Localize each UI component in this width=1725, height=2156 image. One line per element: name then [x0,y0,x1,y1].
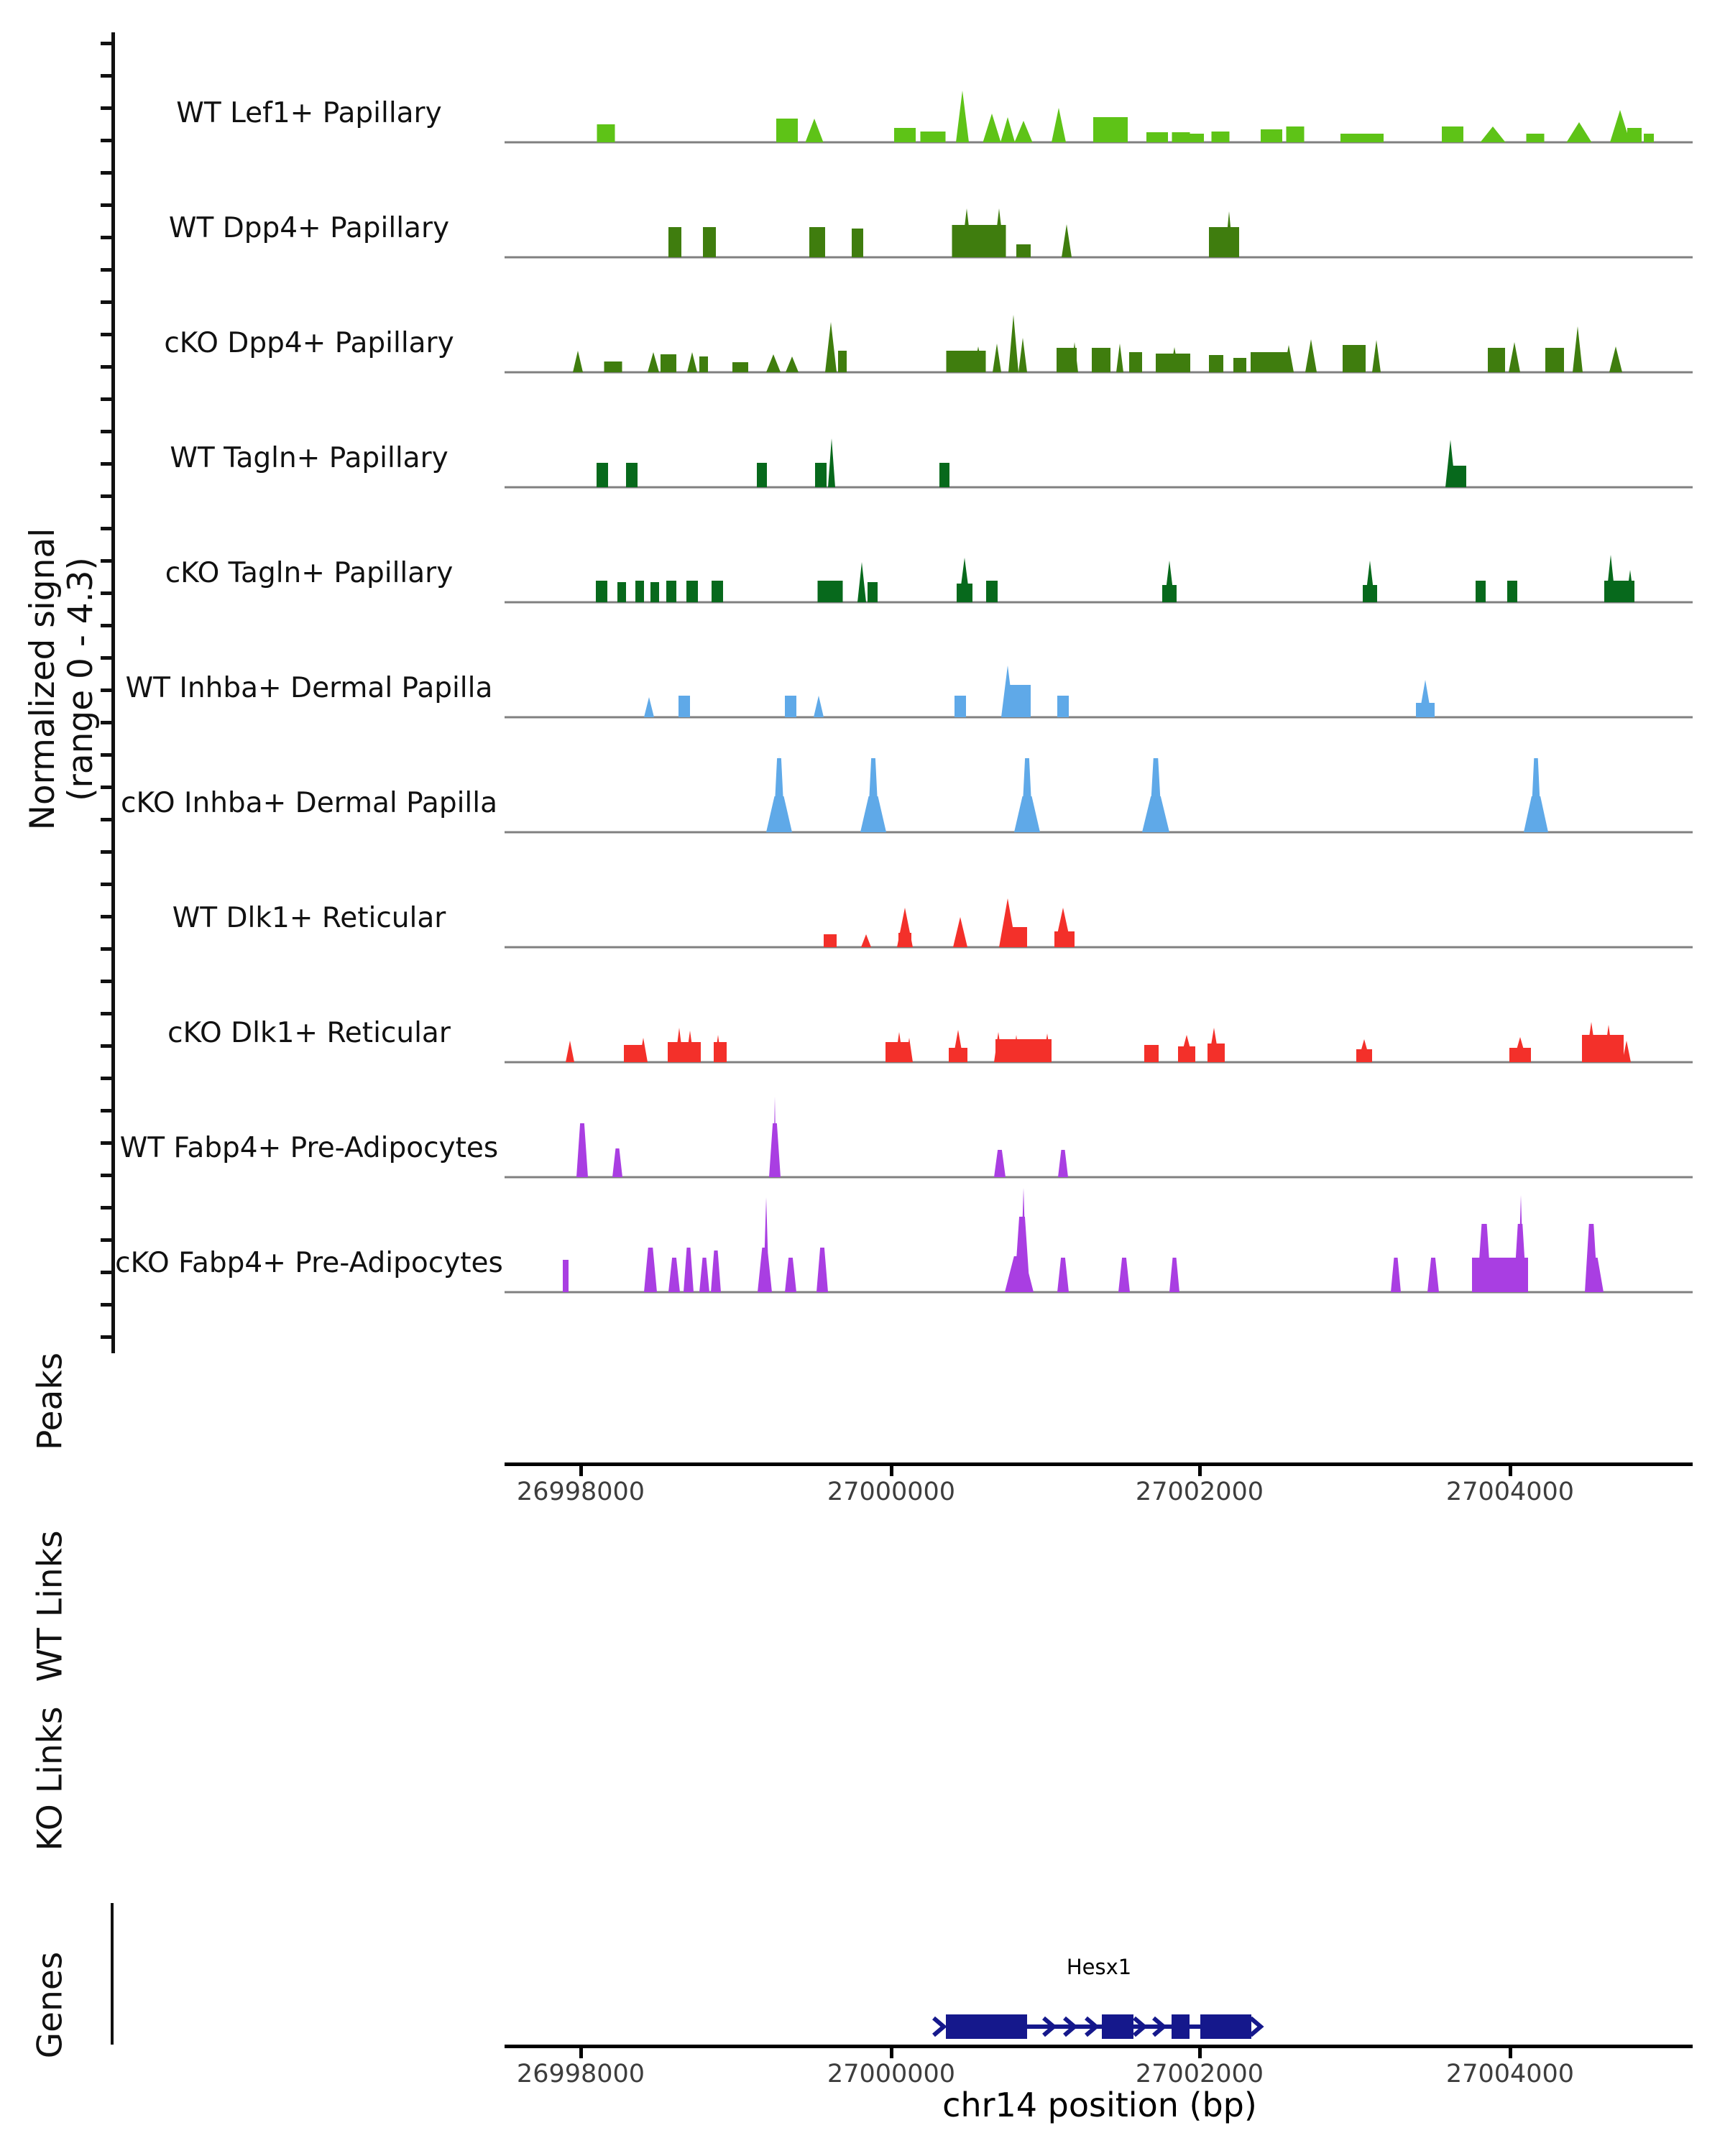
track-signal [505,266,1693,374]
section-label-genes: Genes [30,1951,70,2059]
axis-tick-label: 27002000 [1135,1478,1264,1506]
signal-axis-label [24,528,100,831]
track-label: WT Fabp4+ Pre-Adipocytes [119,1132,499,1164]
signal-peaks [573,315,1622,372]
signal-peaks [596,555,1634,602]
strand-arrow-icon [934,2018,944,2035]
axis-tick-label: 27000000 [827,1478,956,1506]
axis-tick-label: 27004000 [1445,2060,1575,2088]
section-label-ko-links: KO Links [30,1706,70,1851]
signal-peaks [576,1097,1068,1177]
strand-arrow-icon [1251,2018,1261,2035]
exon-rect [1102,2014,1133,2039]
track-baseline [505,946,1693,949]
track-signal [505,1186,1693,1294]
track-signal [505,841,1693,949]
signal-axis-label-line1: Normalized signal [23,528,63,831]
track-signal [505,1071,1693,1179]
axis-tick [1198,1466,1202,1476]
track-signal [505,36,1693,144]
signal-peaks [566,1022,1631,1062]
track-signal [505,496,1693,604]
track-label: cKO Dlk1+ Reticular [167,1017,451,1049]
signal-peaks [824,898,1075,947]
track-baseline [505,1176,1693,1179]
signal-axis-label-line2: (range 0 - 4.3) [61,557,101,801]
exon-rect [1172,2014,1190,2039]
exon-rect [1200,2014,1251,2039]
gene-model [505,1991,1693,2055]
track-label: cKO Tagln+ Papillary [165,557,454,589]
axis-tick-label: 26998000 [516,2060,645,2088]
axis-tick [1509,1466,1512,1476]
genomic-axis-line [505,1462,1693,1466]
exon-rect [946,2014,1027,2039]
track-label: cKO Inhba+ Dermal Papilla [121,787,497,819]
intron-line [1027,2024,1102,2029]
signal-peaks [668,208,1239,257]
signal-peaks [563,1188,1604,1292]
track-baseline [505,831,1693,834]
track-signal [505,956,1693,1064]
track-label: WT Dpp4+ Papillary [168,212,450,244]
axis-tick-label: 27000000 [827,2060,956,2088]
track-baseline [505,257,1693,259]
signal-peaks [597,438,1466,487]
section-label-peaks: Peaks [30,1352,70,1451]
signal-peaks [597,91,1655,142]
track-label: cKO Dpp4+ Papillary [164,327,454,359]
axis-tick-label: 26998000 [516,1478,645,1506]
track-signal [505,151,1693,259]
x-axis-title: chr14 position (bp) [942,2086,1257,2124]
track-label: WT Dlk1+ Reticular [172,902,446,934]
track-signal [505,726,1693,834]
intron-line [1190,2024,1200,2029]
signal-peaks [766,755,1548,832]
section-label-wt-links: WT Links [30,1530,70,1682]
genes-section-bracket [111,1903,114,2045]
axis-tick [579,1466,583,1476]
axis-tick-label: 27002000 [1135,2060,1264,2088]
track-baseline [505,487,1693,489]
track-label: WT Tagln+ Papillary [170,442,448,474]
gene-name-label: Hesx1 [1066,1955,1132,1979]
signal-peaks [644,665,1435,717]
track-label: WT Lef1+ Papillary [176,97,442,129]
track-signal [505,381,1693,489]
track-label: cKO Fabp4+ Pre-Adipocytes [115,1247,503,1279]
axis-tick [890,1466,893,1476]
track-signal [505,611,1693,719]
axis-tick-label: 27004000 [1445,1478,1575,1506]
track-label: WT Inhba+ Dermal Papilla [125,672,493,704]
